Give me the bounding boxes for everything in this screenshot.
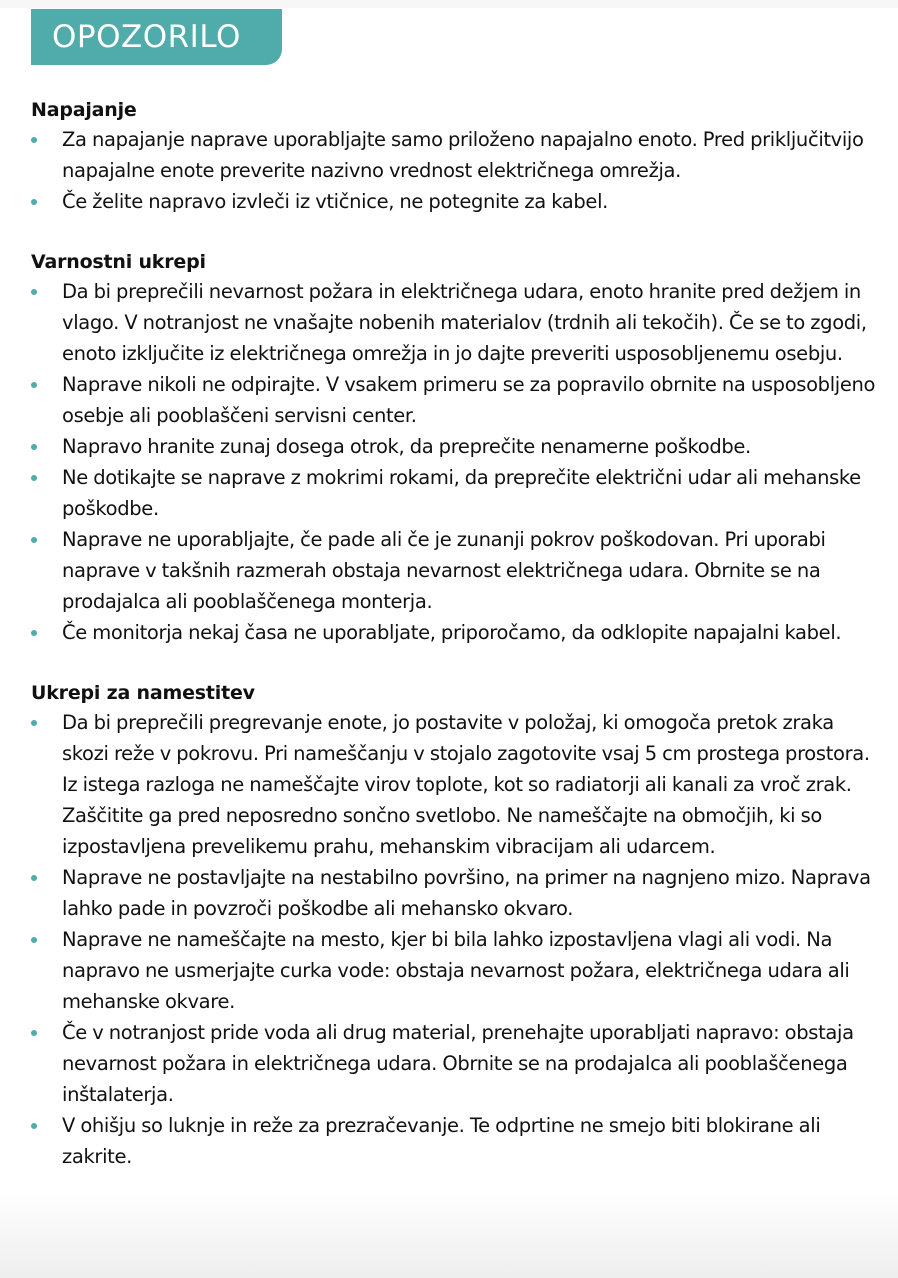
list-item-text: Ne dotikajte se naprave z mokrimi rokami, da preprečite električni udar ali mehanske poškodbe. — [62, 466, 861, 520]
section-title: Ukrepi za namestitev — [31, 682, 255, 704]
bullet-icon — [31, 137, 37, 143]
section-title: Napajanje — [31, 99, 137, 121]
top-strip — [0, 0, 898, 8]
list-item-text: Da bi preprečili nevarnost požara in električnega udara, enoto hranite pred dežjem in vlago. V notranjost ne vnašajte nobenih materialov (trdnih ali tekočih). Če se to zgodi, enoto izključite iz električnega omrežja in jo dajte preveriti usposobljenemu osebju. — [62, 280, 867, 365]
section-title: Varnostni ukrepi — [31, 251, 206, 273]
list-item-text: Za napajanje naprave uporabljajte samo priloženo napajalno enoto. Pred priključitvijo napajalne enote preverite nazivno vrednost električnega omrežja. — [62, 128, 864, 182]
bullet-icon — [31, 1123, 37, 1129]
bullet-icon — [31, 475, 37, 481]
list-item-text: Naprave ne nameščajte na mesto, kjer bi bila lahko izpostavljena vlagi ali vodi. Na napravo ne usmerjajte curka vode: obstaja nevarnost požara, električnega udara ali mehanske okvare. — [62, 928, 850, 1013]
list-item-text: Napravo hranite zunaj dosega otrok, da preprečite nenamerne poškodbe. — [62, 435, 751, 458]
bullet-icon — [31, 875, 37, 881]
list-item — [31, 431, 881, 462]
bullet-icon — [31, 382, 37, 388]
list-item-text: Naprave nikoli ne odpirajte. V vsakem primeru se za popravilo obrnite na usposobljeno osebje ali pooblaščeni servisni center. — [62, 373, 876, 427]
list-item-text: Naprave ne uporabljajte, če pade ali če je zunanji pokrov poškodovan. Pri uporabi naprave v takšnih razmerah obstaja nevarnost električnega udara. Obrnite se na prodajalca ali pooblaščenega monterja. — [62, 528, 826, 613]
bullet-icon — [31, 1030, 37, 1036]
bullet-icon — [31, 937, 37, 943]
document-body — [31, 96, 881, 1203]
list-item-text: Če želite napravo izvleči iz vtičnice, ne potegnite za kabel. — [62, 190, 608, 213]
list-item — [31, 707, 881, 862]
list-item-text: Naprave ne postavljajte na nestabilno površino, na primer na nagnjeno mizo. Naprava lahko pade in povzroči poškodbe ali mehansko okvaro. — [62, 866, 871, 920]
list-item — [31, 617, 881, 648]
warning-badge — [31, 9, 282, 65]
bullet-icon — [31, 444, 37, 450]
list-item — [31, 924, 881, 1017]
list-item-text: V ohišju so luknje in reže za prezračevanje. Te odprtine ne smejo biti blokirane ali zakrite. — [62, 1114, 821, 1168]
bullet-list — [31, 124, 881, 217]
list-item-text: Da bi preprečili pregrevanje enote, jo postavite v položaj, ki omogoča pretok zraka skozi reže v pokrovu. Pri nameščanju v stojalo zagotovite vsaj 5 cm prostega prostora. Iz istega razloga ne nameščajte virov toplote, kot so radiatorji ali kanali za vroč zrak. Zaščitite ga pred neposredno sončno svetlobo. Ne nameščajte na območjih, ki so izpostavljena prevelikemu prahu, mehanskim vibracijam ali udarcem. — [62, 711, 870, 858]
list-item — [31, 462, 881, 524]
list-item — [31, 369, 881, 431]
bullet-icon — [31, 537, 37, 543]
bullet-list — [31, 707, 881, 1172]
section-installation — [31, 679, 881, 1172]
list-item — [31, 186, 881, 217]
list-item — [31, 124, 881, 186]
list-item — [31, 1017, 881, 1110]
bullet-list — [31, 276, 881, 648]
list-item-text: Če v notranjost pride voda ali drug material, prenehajte uporabljati napravo: obstaja nevarnost požara in električnega udara. Obrnite se na prodajalca ali pooblaščenega inštalaterja. — [62, 1021, 854, 1106]
section-power — [31, 96, 881, 217]
bullet-icon — [31, 720, 37, 726]
section-safety — [31, 248, 881, 648]
list-item — [31, 276, 881, 369]
list-item — [31, 1110, 881, 1172]
bullet-icon — [31, 199, 37, 205]
bullet-icon — [31, 289, 37, 295]
list-item — [31, 524, 881, 617]
bullet-icon — [31, 630, 37, 636]
list-item — [31, 862, 881, 924]
warning-badge-label: OPOZORILO — [52, 19, 241, 55]
list-item-text: Če monitorja nekaj časa ne uporabljate, priporočamo, da odklopite napajalni kabel. — [62, 621, 842, 644]
